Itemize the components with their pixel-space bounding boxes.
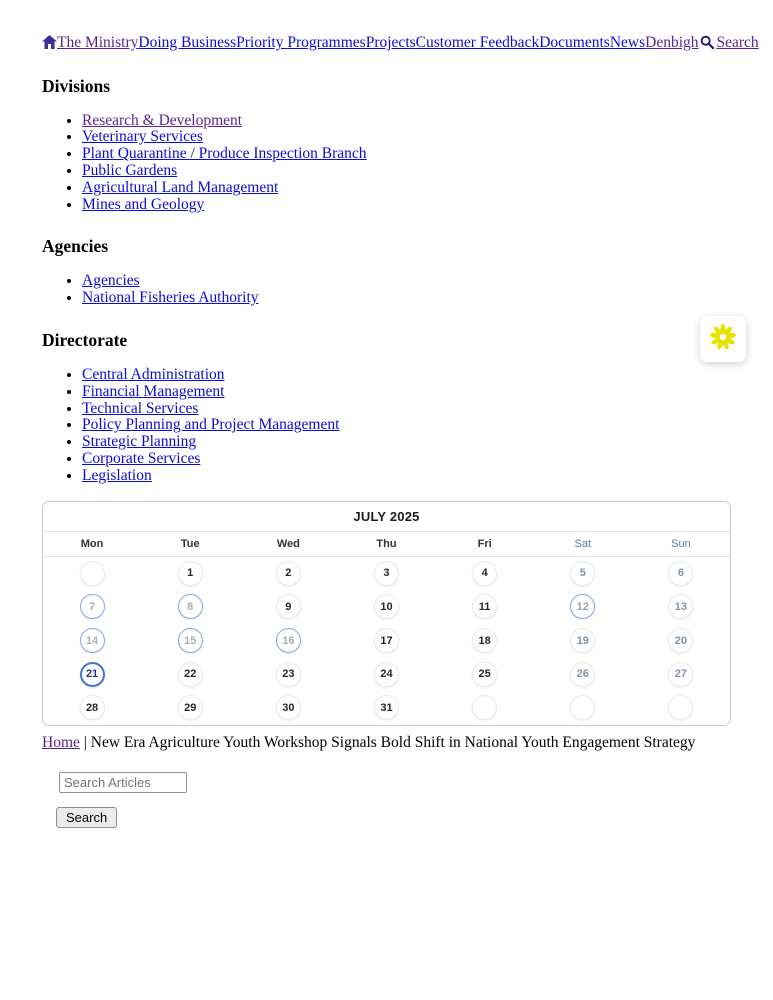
calendar-cell [141,624,239,658]
section-link[interactable]: Mines and Geology [82,195,205,213]
list-item [82,468,731,485]
accessibility-widget-button[interactable] [700,316,746,362]
calendar-cell [534,691,632,725]
day-circle: 17 [374,628,399,653]
section-title: Directorate [42,329,128,350]
top-nav [42,34,759,53]
empty-day-circle [668,695,693,720]
calendar-cell [632,590,730,624]
calendar-cell [632,624,730,658]
day-circle[interactable]: 8 [178,594,203,619]
day-circle: 26 [570,662,595,687]
calendar-cell [141,691,239,725]
calendar-cell [337,590,435,624]
list-item [82,146,731,163]
section-link[interactable]: Central Administration [82,365,225,383]
day-circle: 20 [668,628,693,653]
day-circle: 22 [178,662,203,687]
calendar-weekday-row [43,532,730,557]
list-item [82,417,731,434]
list-item [82,434,731,451]
breadcrumb-separator: | [83,733,87,751]
breadcrumb-article-title: New Era Agriculture Youth Workshop Signals Bold Shift in National Youth Engagement Strategy [90,733,696,751]
list-item [82,113,731,130]
nav-link[interactable]: Customer Feedback [415,34,540,51]
day-circle[interactable]: 14 [80,628,105,653]
list-item [82,273,731,290]
calendar-cell [436,657,534,691]
calendar-grid [43,557,730,725]
calendar-cell [436,691,534,725]
breadcrumb [42,734,731,752]
nav-search-link[interactable]: Search [716,34,759,51]
day-circle: 4 [472,561,497,586]
calendar-cell [436,590,534,624]
search-input[interactable] [59,772,187,793]
section-link-list [42,367,731,485]
calendar-cell [534,624,632,658]
section-link[interactable]: Corporate Services [82,449,201,467]
nav-link[interactable]: Projects [365,34,416,51]
calendar-cell [534,557,632,591]
calendar-cell [43,657,141,691]
day-circle: 29 [178,695,203,720]
day-circle: 25 [472,662,497,687]
calendar-cell [141,590,239,624]
calendar-cell [337,624,435,658]
day-circle: 31 [374,695,399,720]
weekday-label: Sat [574,537,592,550]
nav-link[interactable]: Priority Programmes [236,34,366,51]
weekday-label: Thu [376,537,397,550]
empty-day-circle [570,695,595,720]
calendar-cell [436,624,534,658]
search-icon[interactable] [699,34,714,51]
section-link[interactable]: Public Gardens [82,161,178,179]
day-circle: 1 [178,561,203,586]
nav-link[interactable]: News [609,34,646,51]
calendar-cell [436,557,534,591]
calendar-cell [337,557,435,591]
day-circle[interactable]: 16 [276,628,301,653]
asterisk-icon [707,321,739,358]
list-item [82,129,731,146]
calendar-cell [534,590,632,624]
calendar-cell [632,691,730,725]
day-circle: 24 [374,662,399,687]
calendar-cell [239,657,337,691]
weekday-label: Mon [80,537,104,550]
calendar-cell [337,691,435,725]
section-link[interactable]: Financial Management [82,382,225,400]
weekday-label: Sun [671,537,691,550]
weekday-label: Fri [477,537,492,550]
section-link[interactable]: Veterinary Services [82,128,203,146]
list-item [82,290,731,307]
day-circle: 30 [276,695,301,720]
day-circle[interactable]: 12 [570,594,595,619]
section-link[interactable]: Strategic Planning [82,433,197,451]
calendar-cell [141,557,239,591]
section-link[interactable]: National Fisheries Authority [82,289,259,307]
nav-link[interactable]: Documents [539,34,610,51]
calendar-cell [239,691,337,725]
calendar-cell [239,624,337,658]
empty-day-circle [80,561,105,586]
home-icon[interactable] [42,34,57,51]
day-circle: 27 [668,662,693,687]
list-item [82,384,731,401]
day-circle: 23 [276,662,301,687]
breadcrumb-home-link[interactable]: Home [42,733,80,751]
section-title: Agencies [42,236,109,257]
day-circle: 9 [276,594,301,619]
calendar-cell [534,657,632,691]
section-link[interactable]: Research & Development [82,111,243,129]
day-circle: 11 [472,594,497,619]
day-circle: 3 [374,561,399,586]
article-search-form [42,772,731,828]
section-link[interactable]: Agricultural Land Management [82,178,279,196]
day-circle: 6 [668,561,693,586]
list-item [82,163,731,180]
nav-link[interactable]: Denbigh [645,34,699,51]
calendar-cell [337,657,435,691]
search-button[interactable]: Search [56,807,117,828]
list-item [82,401,731,418]
day-circle[interactable]: 7 [80,594,105,619]
calendar-title: JULY 2025 [43,502,730,532]
list-item [82,180,731,197]
calendar-cell [43,557,141,591]
empty-day-circle [472,695,497,720]
calendar-cell [632,657,730,691]
day-circle: 28 [80,695,105,720]
section-link[interactable]: Technical Services [82,399,199,417]
calendar-cell [239,557,337,591]
day-circle: 19 [570,628,595,653]
list-item [82,451,731,468]
sections [42,76,731,485]
section-title: Divisions [42,75,111,96]
list-item [82,367,731,384]
nav-link[interactable]: The Ministry [57,34,139,51]
day-circle: 13 [668,594,693,619]
list-item [82,197,731,214]
section-link[interactable]: Agencies [82,272,140,290]
calendar-cell [43,691,141,725]
day-circle[interactable]: 21 [80,662,105,687]
nav-link[interactable]: Doing Business [138,34,237,51]
day-circle: 5 [570,561,595,586]
section-link-list [42,273,731,307]
section-link[interactable]: Policy Planning and Project Management [82,416,340,434]
day-circle: 18 [472,628,497,653]
calendar-cell [43,624,141,658]
calendar-cell [632,557,730,591]
top-nav-links [57,34,699,51]
day-circle: 2 [276,561,301,586]
section-link-list [42,113,731,214]
section-link[interactable]: Legislation [82,466,152,484]
calendar-cell [43,590,141,624]
calendar-cell [141,657,239,691]
day-circle: 10 [374,594,399,619]
weekday-label: Tue [180,537,200,550]
calendar [42,501,731,726]
calendar-cell [239,590,337,624]
day-circle[interactable]: 15 [178,628,203,653]
section-link[interactable]: Plant Quarantine / Produce Inspection Branch [82,145,367,163]
weekday-label: Wed [276,537,300,550]
